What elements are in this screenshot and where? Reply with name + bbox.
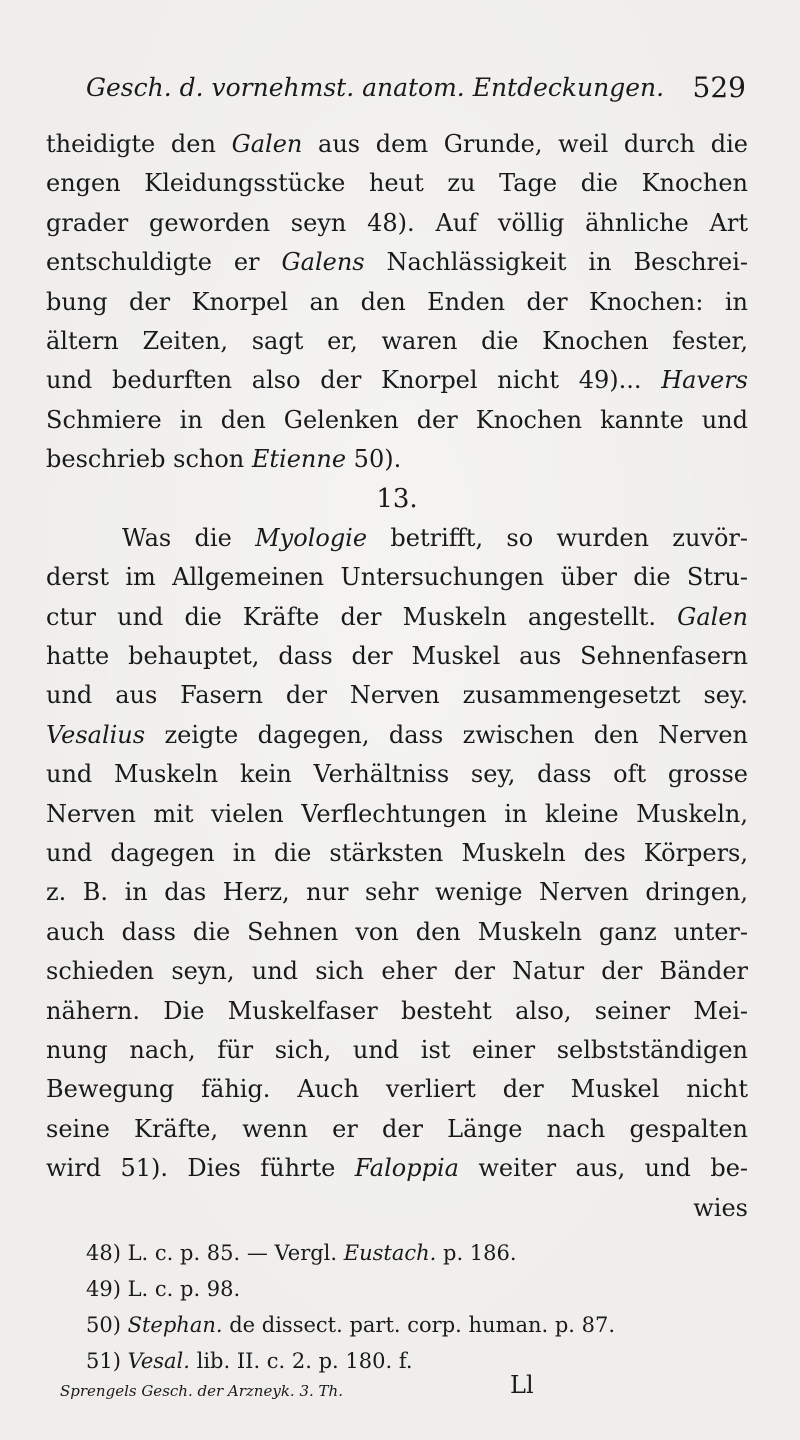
text-line: und aus Fasern der Nerven zusammengesetzt sey. — [46, 681, 748, 710]
text-line: auch dass die Sehnen von den Muskeln ganz unter- — [46, 917, 748, 946]
text-line: Bewegung fähig. Auch verliert der Muskel nicht — [46, 1075, 748, 1104]
text-line: engen Kleidungsstücke heut zu Tage die Knochen — [46, 169, 748, 198]
footnote-48: 48) L. c. p. 85. — Vergl. Eustach. p. 186. — [86, 1241, 517, 1265]
main-text — [46, 125, 748, 1228]
footnote-50: 50) Stephan. de dissect. part. corp. human. p. 87. — [86, 1313, 616, 1337]
text-line: nung nach, für sich, und ist einer selbstständigen — [46, 1035, 748, 1064]
text-line: und bedurften also der Knorpel nicht 49)... Havers — [46, 366, 748, 395]
running-title: Gesch. d. vornehmst. anatom. Entdeckungen. — [86, 73, 665, 102]
imprint-line: Sprengels Gesch. der Arzneyk. 3. Th. — [60, 1382, 343, 1400]
text-line: und Muskeln kein Verhältniss sey, dass oft grosse — [46, 760, 748, 789]
text-line: Was die Myologie betrifft, so wurden zuvör- — [122, 523, 748, 552]
page-footer — [60, 1371, 720, 1406]
text-line: z. B. in das Herz, nur sehr wenige Nerven dringen, — [46, 878, 748, 907]
text-line: schieden seyn, und sich eher der Natur der Bänder — [46, 957, 748, 986]
footnote-51: 51) Vesal. lib. II. c. 2. p. 180. f. — [86, 1349, 413, 1373]
catchword: wies — [693, 1193, 748, 1222]
footnote-49: 49) L. c. p. 98. — [86, 1277, 241, 1301]
text-line: ältern Zeiten, sagt er, waren die Knochen fester, — [46, 326, 748, 355]
text-line: grader geworden seyn 48). Auf völlig ähnliche Art — [46, 208, 748, 237]
text-line: und dagegen in die stärksten Muskeln des Körpers, — [46, 839, 748, 868]
text-line: seine Kräfte, wenn er der Länge nach gespalten — [46, 1114, 748, 1143]
signature-mark: Ll — [510, 1371, 534, 1399]
text-line: Nerven mit vielen Verflechtungen in kleine Muskeln, — [46, 799, 748, 828]
text-line: theidigte den Galen aus dem Grunde, weil durch die — [46, 130, 748, 158]
text-line: entschuldigte er Galens Nachlässigkeit in Beschrei- — [46, 248, 748, 277]
page-header — [86, 68, 746, 108]
footnotes — [86, 1235, 726, 1379]
text-line: derst im Allgemeinen Untersuchungen über die Stru- — [46, 563, 748, 592]
section-number: 13. — [376, 483, 418, 514]
text-line: Schmiere in den Gelenken der Knochen kannte und — [46, 405, 748, 434]
text-line: wird 51). Dies führte Faloppia weiter aus, und be- — [46, 1154, 748, 1183]
text-line: beschrieb schon Etienne 50). — [46, 445, 402, 474]
text-line: ctur und die Kräfte der Muskeln angestellt. Galen — [46, 602, 748, 631]
text-line: nähern. Die Muskelfaser besteht also, seiner Mei- — [46, 996, 748, 1025]
text-line: hatte behauptet, dass der Muskel aus Sehnenfasern — [46, 642, 748, 671]
text-line: bung der Knorpel an den Enden der Knochen: in — [46, 287, 748, 316]
page-number: 529 — [692, 71, 746, 104]
text-line: Vesalius zeigte dagegen, dass zwischen den Nerven — [46, 720, 748, 749]
